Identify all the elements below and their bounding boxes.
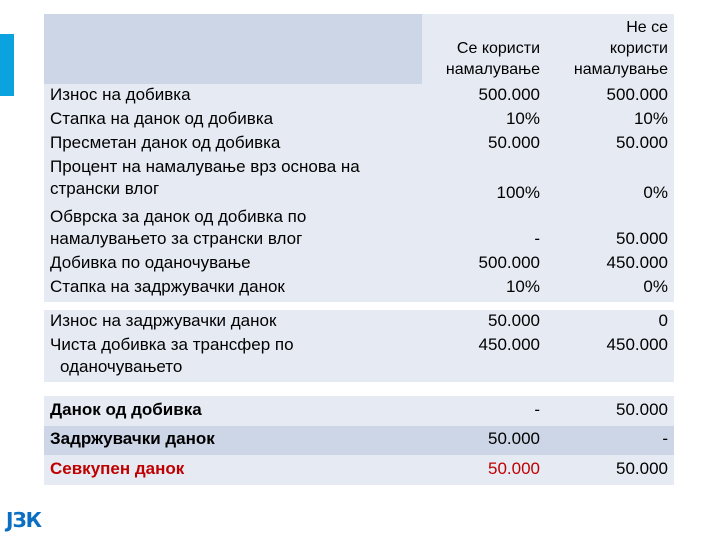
logo	[6, 508, 41, 532]
table-row	[44, 310, 674, 334]
row-label: Пресметан данок од добивка	[50, 133, 281, 152]
row-value-not-uses: 50.000	[616, 459, 668, 478]
row-value-uses: 500.000	[478, 253, 540, 272]
row-value-uses: 450.000	[478, 335, 540, 354]
table-header	[44, 14, 674, 84]
row-label: Данок од добивка	[50, 400, 202, 419]
row-value-uses: 500.000	[478, 85, 540, 104]
row-value-uses: 100%	[496, 183, 540, 202]
table-row-total	[44, 455, 674, 485]
table-row	[44, 334, 674, 382]
row-value-uses: 50.000	[488, 429, 540, 448]
row-label	[44, 206, 422, 252]
row-label: Севкупен данок	[50, 459, 185, 478]
row-value-not-uses: 500.000	[606, 85, 668, 104]
row-label-line2: оданочувањето	[60, 357, 183, 376]
row-value-uses: 10%	[505, 277, 540, 296]
table-row	[44, 426, 674, 455]
row-label-line1: Обврска за данок од добивка по	[50, 207, 307, 226]
row-value-not-uses: 450.000	[606, 253, 668, 272]
row-label: Добивка по оданочување	[50, 253, 251, 272]
row-value-not-uses: 50.000	[616, 400, 668, 419]
row-value-uses: 50.000	[488, 459, 540, 478]
row-value-uses: -	[534, 229, 540, 248]
table-row	[44, 276, 674, 302]
header-label-cell	[44, 14, 422, 84]
header-not-uses-line3: намалување	[573, 61, 668, 78]
row-value-not-uses: 450.000	[606, 335, 668, 354]
row-gap	[44, 302, 674, 310]
row-value-uses: -	[534, 400, 540, 419]
row-label: Стапка на данок од добивка	[50, 109, 274, 128]
row-value-not-uses: -	[662, 429, 668, 448]
row-label: Задржувачки данок	[50, 429, 215, 448]
tax-comparison-table	[44, 14, 674, 485]
row-label	[44, 334, 422, 382]
row-value-not-uses: 0	[658, 311, 668, 330]
logo-text: ЈЗК	[6, 508, 41, 532]
row-label-line1: Процент на намалување врз основа на	[50, 157, 360, 176]
header-uses-line1: Се користи	[456, 40, 540, 57]
header-uses-reduction	[422, 14, 548, 84]
row-value-uses: 50.000	[488, 311, 540, 330]
row-label: Износ на задржувачки данок	[50, 311, 277, 330]
row-label: Стапка на задржувачки данок	[50, 277, 285, 296]
header-not-uses-line1: Не се	[626, 19, 668, 36]
header-uses-line2: намалување	[445, 61, 540, 78]
row-value-uses: 10%	[505, 109, 540, 128]
table-row	[44, 84, 674, 108]
table-row	[44, 156, 674, 206]
row-value-not-uses: 0%	[643, 183, 668, 202]
header-not-uses-line2: користи	[609, 40, 668, 57]
table-row	[44, 206, 674, 252]
row-value-uses: 50.000	[488, 133, 540, 152]
accent-bar	[0, 34, 14, 96]
row-label-line1: Чиста добивка за трансфер по	[50, 335, 294, 354]
table-row	[44, 108, 674, 132]
row-label-line2: намалувањето за странски влог	[50, 229, 303, 248]
row-label: Износ на добивка	[50, 85, 191, 104]
row-label-line2: странски влог	[50, 179, 160, 198]
row-value-not-uses: 0%	[643, 277, 668, 296]
table-row	[44, 132, 674, 156]
row-value-not-uses: 50.000	[616, 133, 668, 152]
row-label	[44, 156, 422, 206]
row-value-not-uses: 50.000	[616, 229, 668, 248]
table-row	[44, 396, 674, 426]
row-value-not-uses: 10%	[633, 109, 668, 128]
row-gap	[44, 382, 674, 396]
header-not-uses-reduction	[548, 14, 674, 84]
table-row	[44, 252, 674, 276]
